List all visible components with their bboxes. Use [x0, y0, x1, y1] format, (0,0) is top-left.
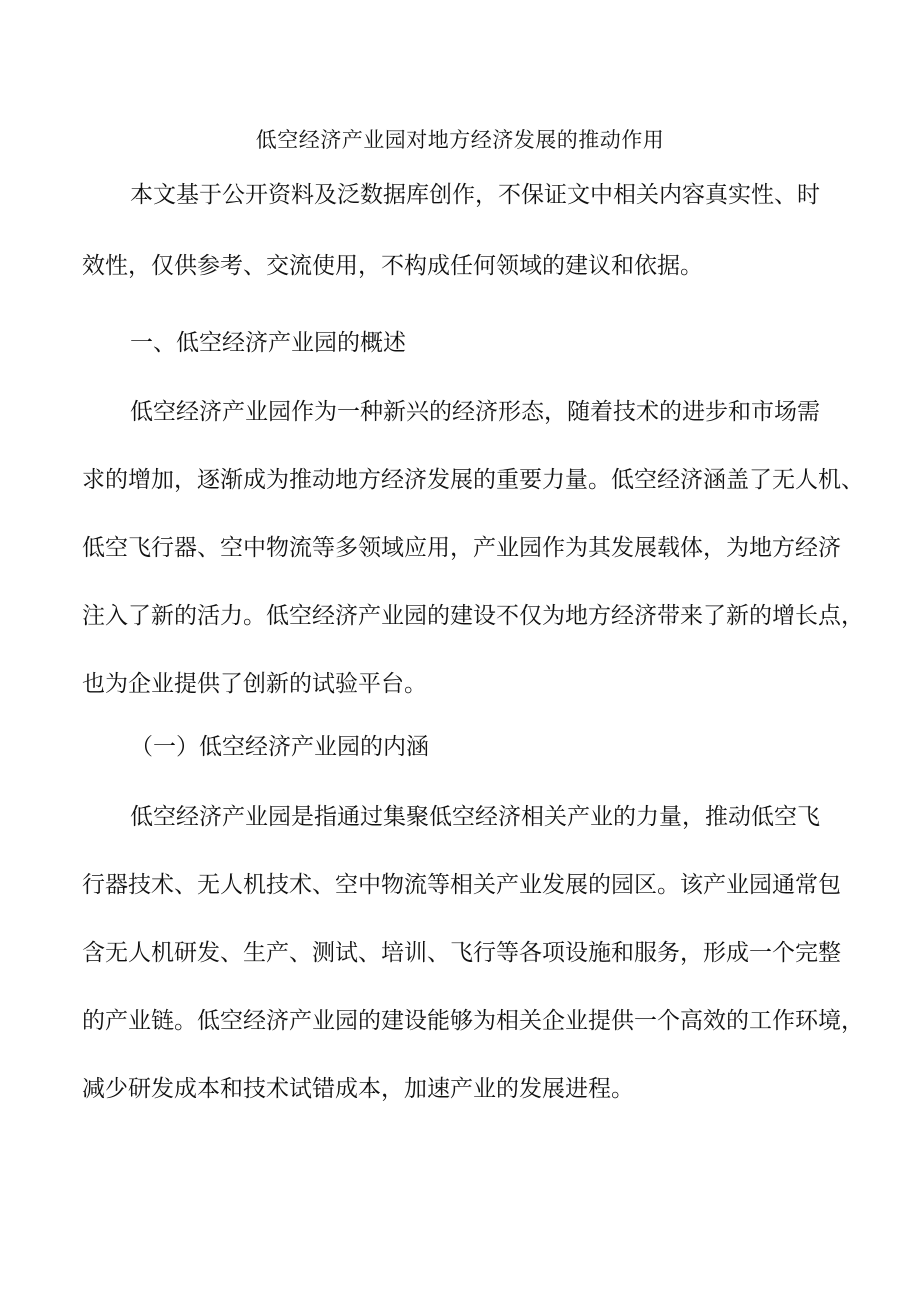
subsection-heading-text: （一）低空经济产业园的内涵: [130, 734, 429, 760]
text-line: 行器技术、无人机技术、空中物流等相关产业发展的园区。该产业园通常包: [82, 872, 841, 898]
document-title: 低空经济产业园对地方经济发展的推动作用: [255, 128, 665, 152]
text-line: 含无人机研发、生产、测试、培训、飞行等各项设施和服务，形成一个完整: [82, 940, 841, 966]
text-line: 低空飞行器、空中物流等多领域应用，产业园作为其发展载体，为地方经济: [82, 535, 841, 561]
text-line: 低空经济产业园是指通过集聚低空经济相关产业的力量，推动低空飞: [130, 804, 820, 830]
disclaimer-paragraph: [82, 176, 842, 286]
text-line: 的产业链。低空经济产业园的建设能够为相关企业提供一个高效的工作环境，: [82, 1008, 864, 1034]
section-heading: [82, 324, 842, 363]
text-line: 减少研发成本和技术试错成本，加速产业的发展进程。: [82, 1076, 634, 1102]
section-heading-text: 一、低空经济产业园的概述: [130, 330, 406, 356]
body-paragraph-2: [82, 798, 864, 1109]
text-line: 低空经济产业园作为一种新兴的经济形态，随着技术的进步和市场需: [130, 399, 820, 425]
text-line: 效性，仅供参考、交流使用，不构成任何领域的建议和依据。: [82, 253, 703, 279]
text-line: 本文基于公开资料及泛数据库创作，不保证文中相关内容真实性、时: [130, 182, 820, 208]
subsection-heading: [82, 728, 842, 767]
text-line: 求的增加，逐渐成为推动地方经济发展的重要力量。低空经济涵盖了无人机、: [82, 467, 864, 493]
text-line: 注入了新的活力。低空经济产业园的建设不仅为地方经济带来了新的增长点，: [82, 603, 864, 629]
text-line: 也为企业提供了创新的试验平台。: [82, 671, 427, 697]
body-paragraph-1: [82, 393, 864, 704]
